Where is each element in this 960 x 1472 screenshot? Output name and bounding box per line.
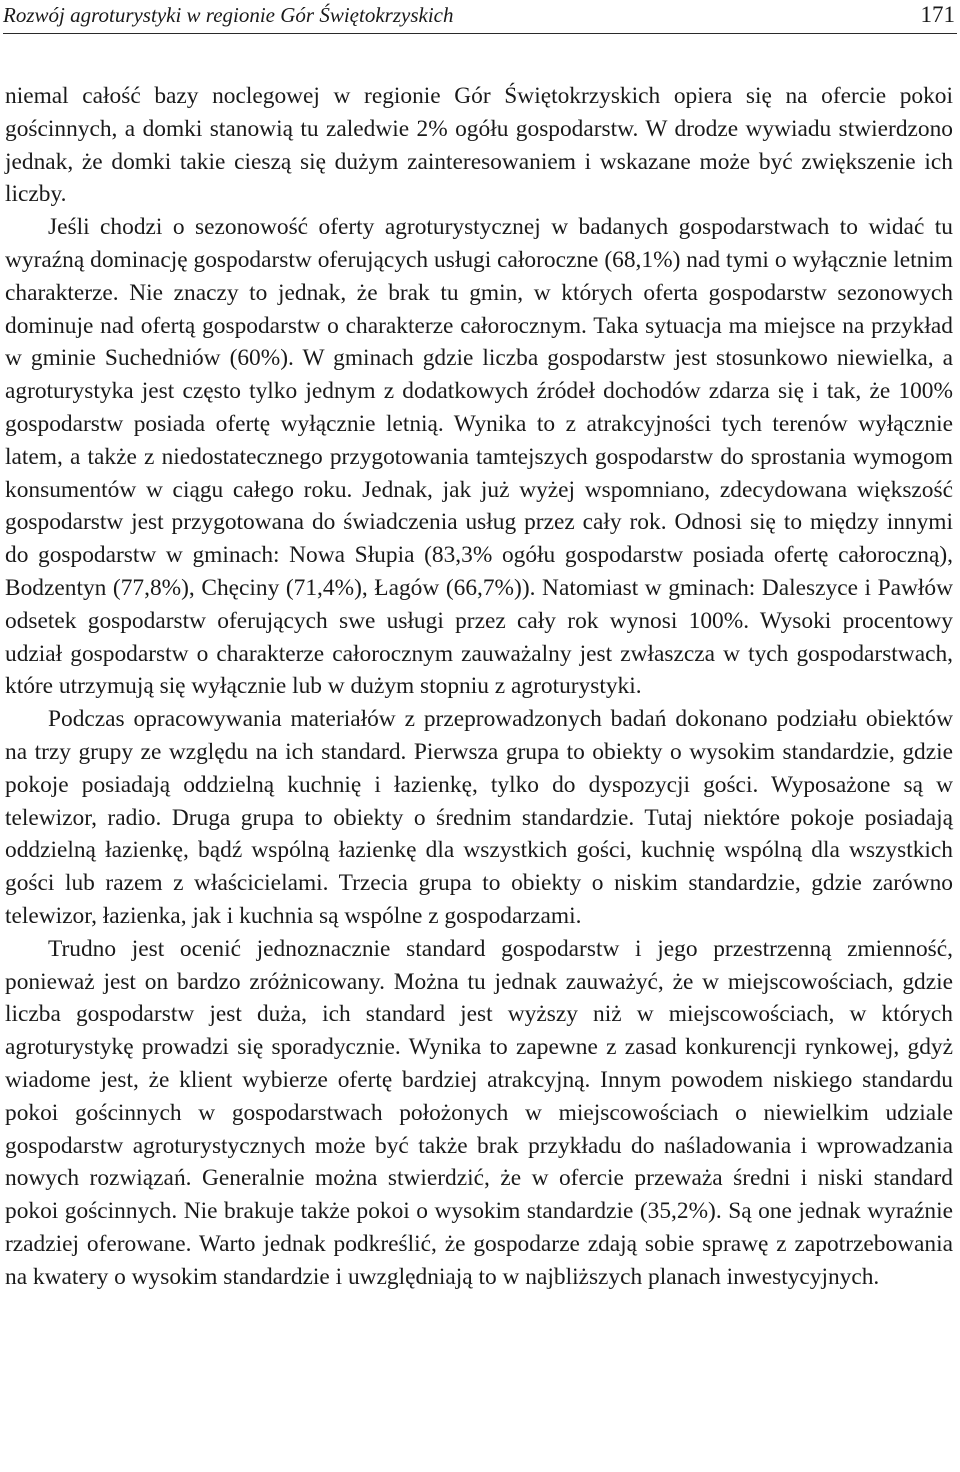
body-text (5, 80, 953, 1293)
page-number: 171 (920, 2, 955, 27)
paragraph-standard-assessment: Trudno jest ocenić jednoznacznie standard gospodarstw i jego przestrzenną zmienność, ponieważ jest on bardzo zróżnicowany. Można tu jednak zauważyć, że w miejscowościach, gdzie liczba gospodarstw jest duża, ich standard jest wyższy niż w miejscowościach, w których agroturystykę prowadzi się sporadycznie. Wynika to zapewne z zasad konkurencji rynkowej, gdyż wiadome jest, że klient wybierze ofertę bardziej atrakcyjną. Innym powodem niskiego standardu pokoi gościnnych w gospodarstwach położonych w miejscowościach o niewielkim udziale gospodarstw agroturystycznych może być także brak przykładu do naśladowania i wprowadzania nowych rozwiązań. Generalnie można stwierdzić, że w ofercie przeważa średni i niski standard pokoi gościnnych. Nie brakuje także pokoi o wysokim standardzie (35,2%). Są one jednak wyraźnie rzadziej oferowane. Warto jednak podkreślić, że gospodarze zdają sobie sprawę z zapotrzebowania na kwatery o wysokim standardzie i uwzględniają to w najbliższych planach inwestycyjnych. (5, 935, 953, 1290)
running-header (3, 0, 957, 34)
paragraph-seasonality: Jeśli chodzi o sezonowość oferty agroturystycznej w badanych gospodarstwach to widać tu wyraźną dominację gospodarstw oferujących usługi całoroczne (68,1%) nad tymi o wyłącznie letnim charakterze. Nie znaczy to jednak, że brak tu gmin, w których oferta gospodarstw sezonowych dominuje nad ofertą gospodarstw o charakterze całorocznym. Taka sytuacja ma miejsce na przykład w gminie Suchedniów (60%). W gminach gdzie liczba gospodarstw jest stosunkowo niewielka, a agroturystyka jest często tylko jednym z dodatkowych źródeł dochodów zdarza się i tak, że 100% gospodarstw posiada ofertę wyłącznie letnią. Wynika to z atrakcyjności tych terenów wyłącznie latem, a także z niedostatecznego przygotowania tamtejszych gospodarstw do sprostania wymogom konsumentów w ciągu całego roku. Jednak, jak już wyżej wspomniano, zdecydowana większość gospodarstw jest przygotowana do świadczenia usług przez cały rok. Odnosi się to między innymi do gospodarstw w gminach: Nowa Słupia (83,3% ogółu gospodarstw posiada ofertę całoroczną), Bodzentyn (77,8%), Chęciny (71,4%), Łagów (66,7%)). Natomiast w gminach: Daleszyce i Pawłów odsetek gospodarstw oferujących swe usługi przez cały rok wynosi 100%. Wysoki procentowy udział gospodarstw o charakterze całorocznym zauważalny jest zwłaszcza w tych gospodarstwach, które utrzymują się wyłącznie lub w dużym stopniu z agroturystyki. (5, 214, 953, 700)
paragraph-standard-groups: Podczas opracowywania materiałów z przeprowadzonych badań dokonano podziału obiektów na trzy grupy ze względu na ich standard. Pierwsza grupa to obiekty o wysokim standardzie, gdzie pokoje posiadają oddzielną kuchnię i łazienkę, tylko do dyspozycji gości. Wyposażone są w telewizor, radio. Druga grupa to obiekty o średnim standardzie. Tutaj niektóre pokoje posiadają oddzielną łazienkę, bądź wspólną łazienkę dla wszystkich gości, kuchnię wspólną dla wszystkich gości lub razem z właścicielami. Trzecia grupa to obiekty o niskim standardzie, gdzie zarówno telewizor, łazienka, jak i kuchnia są wspólne z gospodarzami. (5, 706, 953, 929)
running-title: Rozwój agroturystyki w regionie Gór Świętokrzyskich (3, 3, 454, 27)
header-divider (3, 33, 957, 34)
paragraph-continued: niemal całość bazy noclegowej w regionie Gór Świętokrzyskich opiera się na ofercie pokoi gościnnych, a domki stanowią tu zaledwie 2% ogółu gospodarstw. W drodze wywiadu stwierdzono jednak, że domki takie cieszą się dużym zainteresowaniem i wskazane może być zwiększenie ich liczby. (5, 83, 953, 208)
